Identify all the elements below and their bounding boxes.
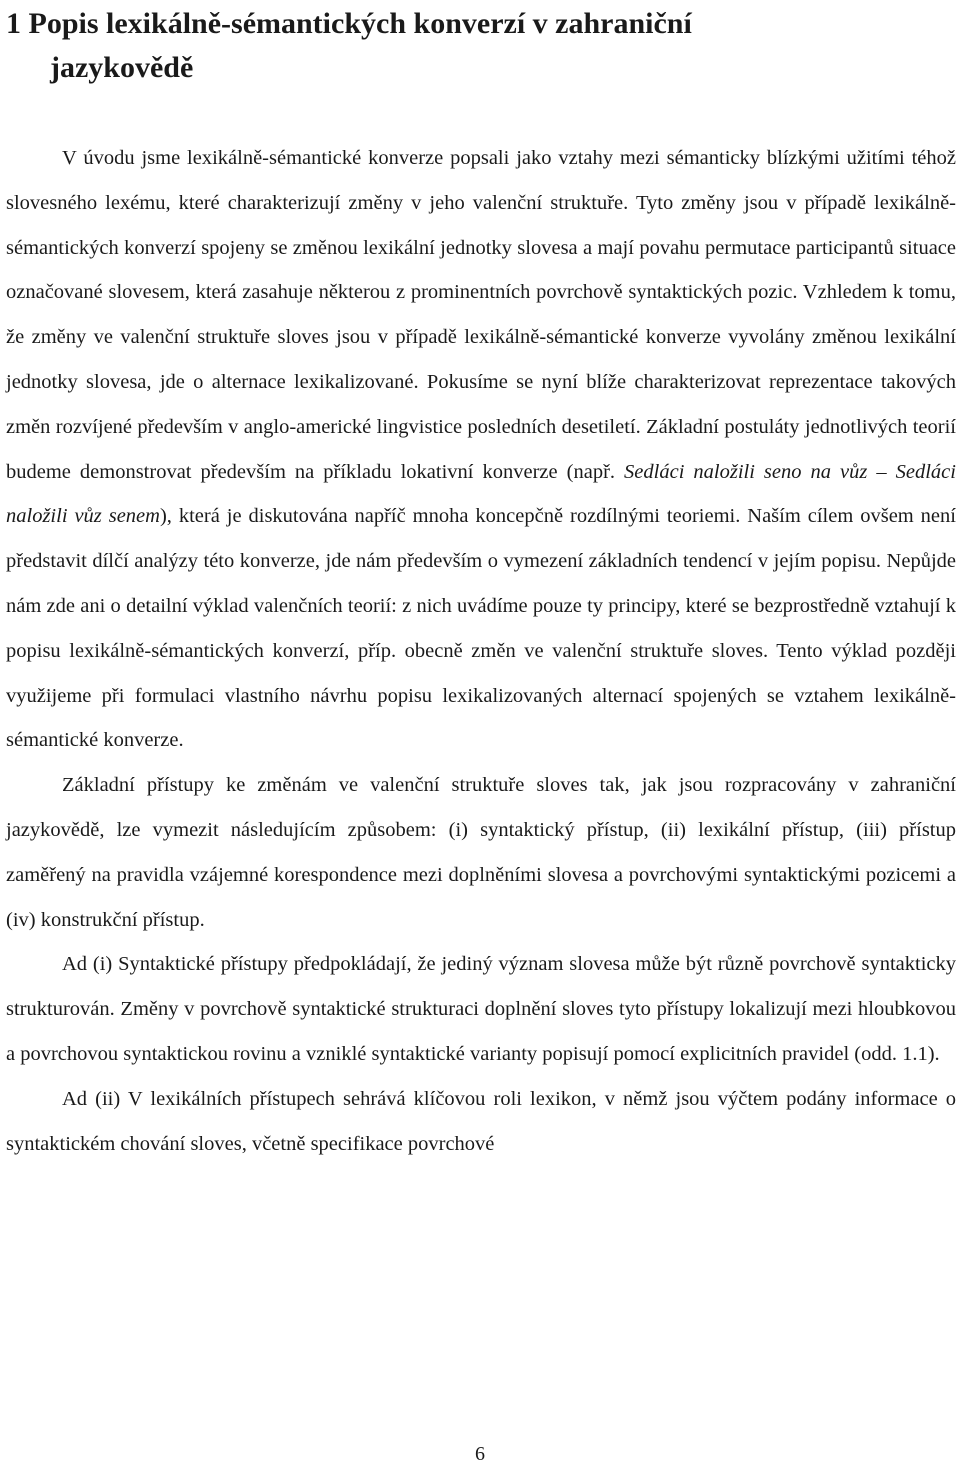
heading-line-1: 1 Popis lexikálně-sémantických konverzí v zahraniční bbox=[6, 7, 692, 40]
example-dash: – bbox=[867, 460, 896, 483]
paragraph-2: Základní přístupy ke změnám ve valenční struktuře sloves tak, jak jsou rozpracovány v zahraniční jazykovědě, lze vymezit následujícím způsobem: (i) syntaktický přístup, (ii) lexikální přístup, (iii) přístup zaměřený na pravidla vzájemné korespondence mezi doplněními slovesa a povrchovými syntaktickými pozicemi a (iv) konstrukční přístup. bbox=[6, 774, 956, 931]
body-text bbox=[6, 136, 956, 1166]
paragraph-4: Ad (ii) V lexikálních přístupech sehrává klíčovou roli lexikon, v němž jsou výčtem podány informace o syntaktickém chování sloves, včetně specifikace povrchové bbox=[6, 1087, 956, 1155]
paragraph-1-text-b: ), která je diskutována napříč mnoha koncepčně rozdílnými teoriemi. Naším cílem ovšem není představit dílčí analýzy této konverze, jde nám především o vymezení základních tendencí v jejím popisu. Nepůjde nám zde ani o detailní výklad valenčních teorií: z nich uvádíme pouze ty principy, které se bezprostředně vztahují k popisu lexikálně-sémantických konverzí, příp. obecně změn ve valenční struktuře sloves. Tento výklad později využijeme při formulaci vlastního návrhu popisu lexikalizovaných alternací spojených se vztahem lexikálně-sémantické konverze. bbox=[6, 505, 956, 752]
paragraph-3: Ad (i) Syntaktické přístupy předpokládají, že jediný význam slovesa může být různě povrchově syntakticky strukturován. Změny v povrchově syntaktické strukturaci doplnění sloves tyto přístupy lokalizují mezi hloubkovou a povrchovou syntaktickou rovinu a vzniklé syntaktické varianty popisují pomocí explicitních pravidel (odd. 1.1). bbox=[6, 953, 956, 1065]
example-sentence-2: Sedláci naložili vůz senem bbox=[6, 460, 956, 528]
heading-line-2: jazykovědě bbox=[50, 51, 194, 84]
example-sentence-1: Sedláci naložili seno na vůz bbox=[624, 460, 868, 483]
paragraph-1 bbox=[6, 136, 956, 763]
paragraph-1-text-a: V úvodu jsme lexikálně-sémantické konverze popsali jako vztahy mezi sémanticky blízkými užitími téhož slovesného lexému, které charakterizují změny v jeho valenční struktuře. Tyto změny jsou v případě lexikálně-sémantických konverzí spojeny se změnou lexikální jednotky slovesa a mají povahu permutace participantů situace označované slovesem, která zasahuje některou z prominentních povrchově syntaktických pozic. Vzhledem k tomu, že změny ve valenční struktuře sloves jsou v případě lexikálně-sémantické konverze vyvolány změnou lexikální jednotky slovesa, jde o alternace lexikalizované. Pokusíme se nyní blíže charakterizovat reprezentace takových změn rozvíjené především v anglo-americké lingvistice posledních desetiletí. Základní postuláty jednotlivých teorií budeme demonstrovat především na příkladu lokativní konverze (např. bbox=[6, 147, 956, 483]
page-number: 6 bbox=[475, 1443, 485, 1465]
chapter-heading bbox=[6, 2, 946, 90]
